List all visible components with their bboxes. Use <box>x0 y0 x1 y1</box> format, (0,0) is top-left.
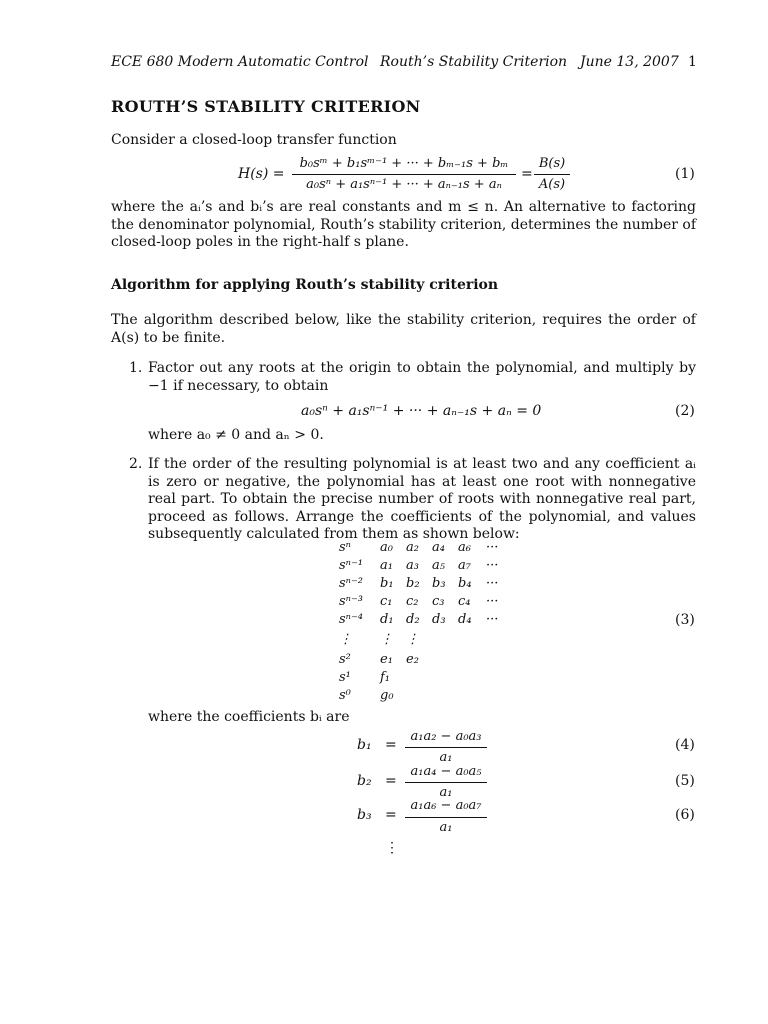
eq4-equals: = <box>385 737 397 753</box>
eq4-fraction-bar <box>405 747 487 748</box>
eq2: a₀sⁿ + a₁sⁿ⁻¹ + ··· + aₙ₋₁s + aₙ = 0 <box>301 403 542 419</box>
header-course: ECE 680 Modern Automatic Control <box>111 54 369 70</box>
table-cell: ⋮ <box>406 632 419 647</box>
table-cell: d₁ <box>380 612 394 627</box>
table-cell: c₄ <box>458 594 471 609</box>
row-power: sⁿ⁻¹ <box>339 558 364 573</box>
eq4-numerator: a₁a₂ − a₀a₃ <box>410 729 482 744</box>
section-heading: Algorithm for applying Routh’s stability criterion <box>111 277 499 293</box>
row-power: s⁰ <box>339 688 351 703</box>
intro-text: Consider a closed-loop transfer function <box>111 132 397 148</box>
table-cell: f₁ <box>380 670 391 685</box>
eq1-equals: = <box>521 166 533 182</box>
table-cell: ⋮ <box>380 632 393 647</box>
row-power: ⋮ <box>339 632 352 647</box>
eq5-fraction-bar <box>405 782 487 783</box>
eq4-denominator: a₁ <box>439 750 453 765</box>
table-cell: ··· <box>486 540 499 555</box>
table-cell: b₃ <box>432 576 446 591</box>
eq1-rhs-numerator: B(s) <box>538 156 566 171</box>
table-cell: ··· <box>486 558 499 573</box>
item1-text: Factor out any roots at the origin to obtain the polynomial, and multiply by −1 if necessary, to obtain <box>148 360 696 394</box>
table-row <box>339 576 498 591</box>
eq2-number: (2) <box>675 403 695 419</box>
row-power: sⁿ <box>339 540 351 555</box>
table-cell: a₁ <box>380 558 393 573</box>
header-topic: Routh’s Stability Criterion <box>380 54 568 70</box>
header-date: June 13, 2007 <box>580 54 679 70</box>
table-cell: e₂ <box>406 652 419 667</box>
eq1-denominator: a₀sⁿ + a₁sⁿ⁻¹ + ··· + aₙ₋₁s + aₙ <box>306 177 502 192</box>
table-row <box>339 540 498 555</box>
table-cell: c₁ <box>380 594 393 609</box>
eq6-lhs: b₃ <box>357 807 372 823</box>
eq5-equals: = <box>385 773 397 789</box>
eq1-rhs-denominator: A(s) <box>538 177 566 192</box>
eq6-denominator: a₁ <box>439 820 453 835</box>
table-cell: b₁ <box>380 576 394 591</box>
table-cell: ··· <box>486 594 499 609</box>
eq1-number: (1) <box>675 166 695 182</box>
table-cell: e₁ <box>380 652 393 667</box>
table-cell: d₃ <box>432 612 446 627</box>
routh-table <box>339 540 539 710</box>
paragraph-2: The algorithm described below, like the stability criterion, requires the order of A(s) to be finite. <box>111 312 696 346</box>
eq5-lhs: b₂ <box>357 773 372 789</box>
table-cell: b₂ <box>406 576 420 591</box>
eq5-number: (5) <box>675 773 695 789</box>
eq6-number: (6) <box>675 807 695 823</box>
eq1-lhs: H(s) = <box>238 166 285 182</box>
table-cell: d₄ <box>458 612 472 627</box>
table-cell: a₂ <box>406 540 419 555</box>
table-row <box>339 558 498 573</box>
table-cell: a₆ <box>458 540 471 555</box>
item1-after: where a₀ ≠ 0 and aₙ > 0. <box>148 427 324 443</box>
table-cell: c₂ <box>406 594 419 609</box>
item1-marker: 1. <box>129 360 143 376</box>
page-title: ROUTH’S STABILITY CRITERION <box>111 97 421 116</box>
header-page-number: 1 <box>688 54 697 70</box>
eq6-equals: = <box>385 807 397 823</box>
eq6-fraction-bar <box>405 817 487 818</box>
eq4-number: (4) <box>675 737 695 753</box>
table-cell: a₅ <box>432 558 445 573</box>
table-cell: a₃ <box>406 558 419 573</box>
table-row <box>339 688 406 703</box>
eq3-number: (3) <box>675 612 695 628</box>
eq1-numerator: b₀sᵐ + b₁sᵐ⁻¹ + ··· + bₘ₋₁s + bₘ <box>299 156 509 171</box>
row-power: sⁿ⁻² <box>339 576 364 591</box>
table-row <box>339 670 406 685</box>
vertical-ellipsis: ⋮ <box>385 840 399 856</box>
item2-text: If the order of the resulting polynomial is at least two and any coefficient aᵢ is zero or negative, the polynomial has at least one root with nonnegative real part. To obtain the precise number of roots with nonnegative real part, proceed as follows. Arrange the coefficients of the polynomial, and values subsequently calculated from them as shown below: <box>148 456 696 542</box>
table-cell: a₇ <box>458 558 471 573</box>
table-cell: ··· <box>486 612 499 627</box>
table-cell: g₀ <box>380 688 394 703</box>
item2-marker: 2. <box>129 456 143 472</box>
table-cell: c₃ <box>432 594 445 609</box>
eq5-denominator: a₁ <box>439 785 453 800</box>
table-row <box>339 632 432 647</box>
row-power: s² <box>339 652 351 667</box>
table-cell: a₀ <box>380 540 393 555</box>
coeff-intro: where the coefficients bᵢ are <box>148 709 350 725</box>
table-cell: ··· <box>486 576 499 591</box>
row-power: sⁿ⁻³ <box>339 594 364 609</box>
table-row <box>339 652 432 667</box>
eq6-numerator: a₁a₆ − a₀a₇ <box>410 798 482 813</box>
table-row <box>339 594 498 609</box>
paragraph-1: where the aᵢ’s and bᵢ’s are real constants and m ≤ n. An alternative to factoring the denominator polynomial, Routh’s stability criterion, determines the number of closed-loop poles in the right-half s plane. <box>111 199 696 250</box>
eq1-fraction-bar <box>292 174 516 175</box>
row-power: s¹ <box>339 670 351 685</box>
table-cell: a₄ <box>432 540 445 555</box>
table-cell: b₄ <box>458 576 472 591</box>
table-cell: d₂ <box>406 612 420 627</box>
row-power: sⁿ⁻⁴ <box>339 612 364 627</box>
eq4-lhs: b₁ <box>357 737 372 753</box>
eq5-numerator: a₁a₄ − a₀a₅ <box>410 764 482 779</box>
eq1-rhs-bar <box>534 174 570 175</box>
table-row <box>339 612 498 627</box>
